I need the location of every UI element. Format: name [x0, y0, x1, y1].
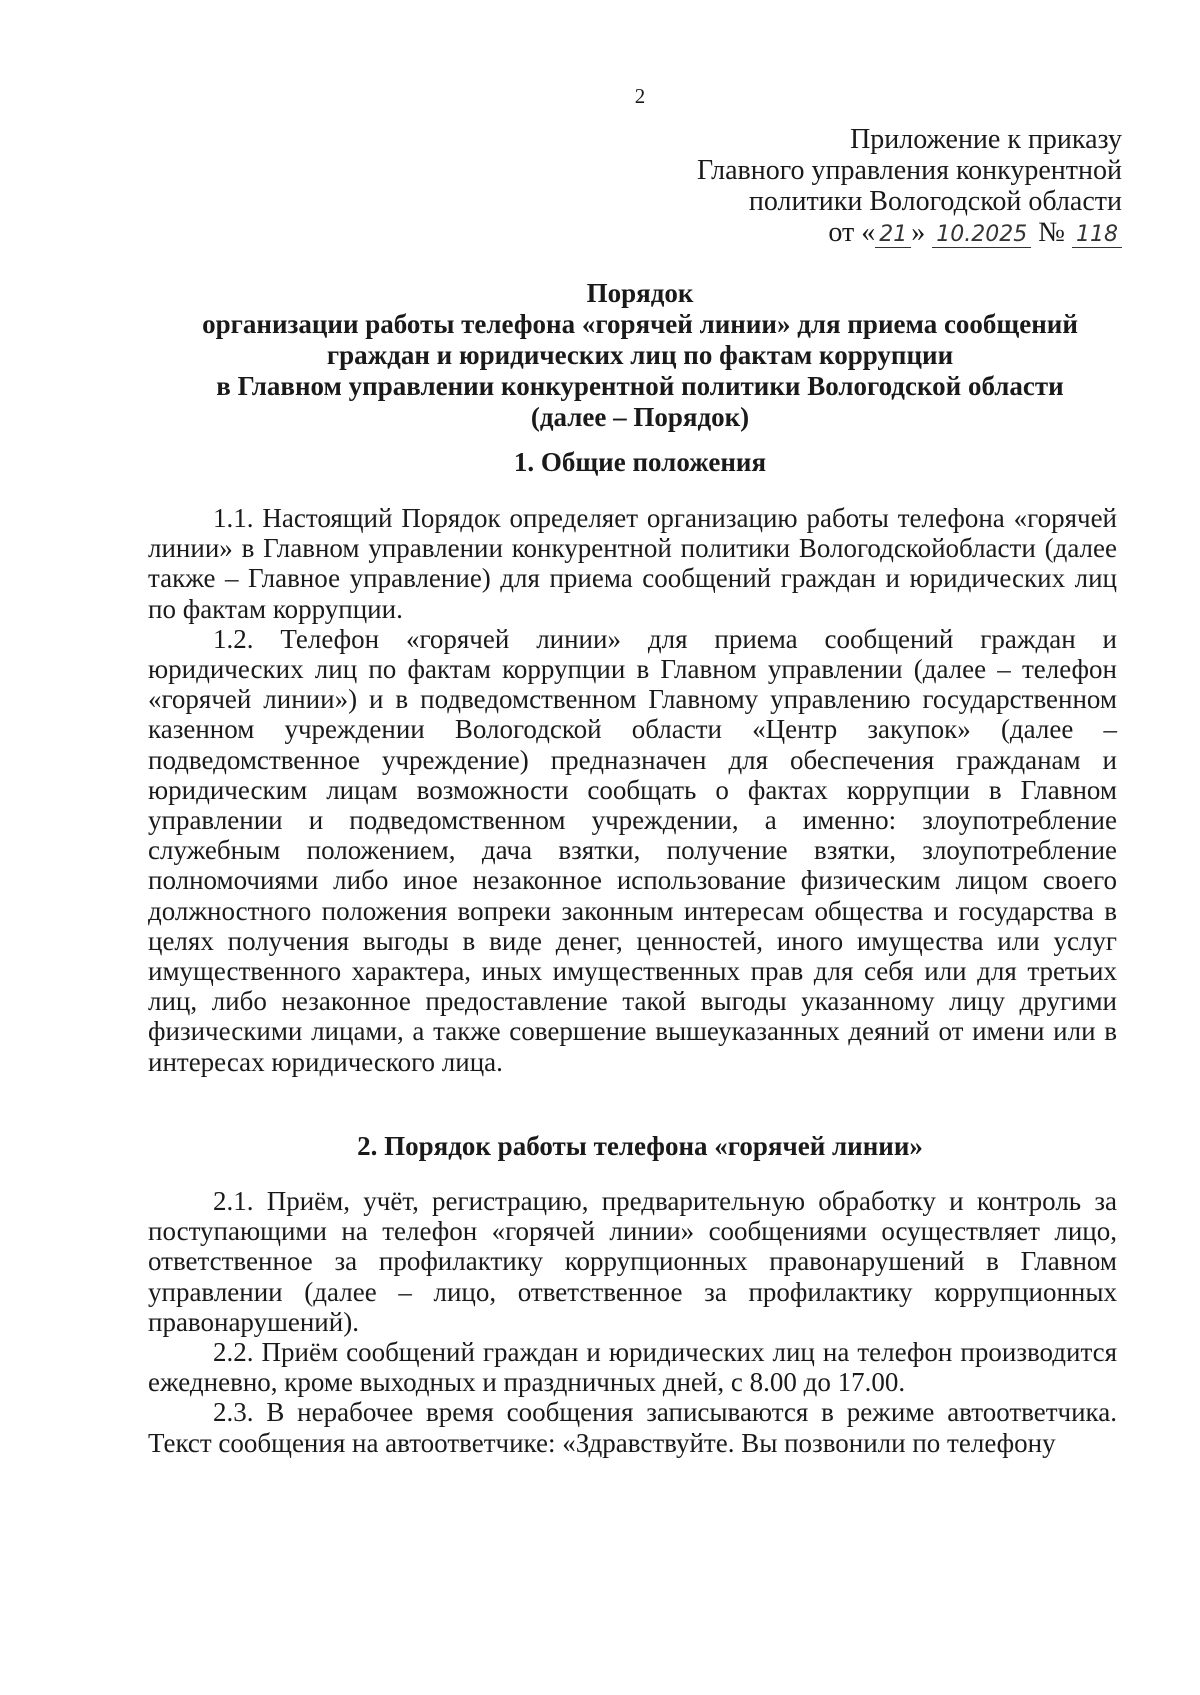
document-title: [100, 278, 1180, 433]
title-line: Порядок: [586, 278, 694, 308]
paragraph: 2.1. Приём, учёт, регистрацию, предварительную обработку и контроль за поступающими на телефон «горячей линии» сообщениями осуществляет лицо, ответственное за профилактику коррупционных правонарушений в Главном управлении (далее – лицо, ответственное за профилактику коррупционных правонарушений).: [148, 1186, 1117, 1337]
handwritten-month-year: 10.2025: [932, 223, 1031, 248]
appendix-line: Приложение к приказу: [850, 124, 1122, 155]
appendix-block: [697, 124, 1122, 248]
title-line: граждан и юридических лиц по фактам коррупции: [326, 340, 954, 370]
paragraph: 2.2. Приём сообщений граждан и юридических лиц на телефон производится ежедневно, кроме выходных и праздничных дней, с 8.00 до 17.00.: [148, 1337, 1117, 1398]
title-line: организации работы телефона «горячей линии» для приема сообщений: [202, 309, 1078, 339]
section-1-heading: 1. Общие положения: [513, 447, 767, 477]
appendix-line: политики Вологодской области: [748, 186, 1122, 217]
title-line: в Главном управлении конкурентной политики Вологодской области: [216, 371, 1064, 401]
page-number: 2: [634, 84, 646, 108]
paragraph: 2.3. В нерабочее время сообщения записываются в режиме автоответчика. Текст сообщения на автоответчике: «Здравствуйте. Вы позвонили по телефону: [148, 1397, 1117, 1458]
paragraph: 1.1. Настоящий Порядок определяет организацию работы телефона «горячей линии» в Главном управлении конкурентной политики Вологодскойобласти (далее также – Главное управление) для приема сообщений граждан и юридических лиц по фактам коррупции.: [148, 503, 1117, 624]
section-2-heading: 2. Порядок работы телефона «горячей линии»: [357, 1131, 923, 1161]
appendix-date-line: [697, 217, 1122, 248]
paragraph: 1.2. Телефон «горячей линии» для приема сообщений граждан и юридических лиц по фактам коррупции в Главном управлении (далее – телефон «горячей линии») и в подведомственном Главному управлению государственном казенном учреждении Вологодской области «Центр закупок» (далее – подведомственное учреждение) предназначен для обеспечения гражданам и юридическим лицам возможности сообщать о фактах коррупции в Главном управлении и подведомственном учреждении, а именно: злоупотребление служебным положением, дача взятки, получение взятки, злоупотребление полномочиями либо иное незаконное использование физическим лицом своего должностного положения вопреки законным интересам общества и государства в целях получения выгоды в виде денег, ценностей, иного имущества или услуг имущественного характера, иных имущественных прав для себя или для третьих лиц, либо незаконное предоставление такой выгоды указанному лицу другими физическими лицами, а также совершение вышеуказанных деяний от имени или в интересах юридического лица.: [148, 623, 1117, 1077]
date-mid: »: [911, 217, 926, 248]
date-prefix: от «: [828, 217, 876, 248]
handwritten-number: 118: [1072, 223, 1122, 248]
section-2-body: [148, 1186, 1117, 1458]
title-line: (далее – Порядок): [530, 402, 750, 432]
appendix-line: Главного управления конкурентной: [697, 155, 1122, 186]
number-label: №: [1038, 217, 1065, 248]
section-1-body: [148, 503, 1117, 1077]
handwritten-day: 21: [875, 223, 911, 248]
